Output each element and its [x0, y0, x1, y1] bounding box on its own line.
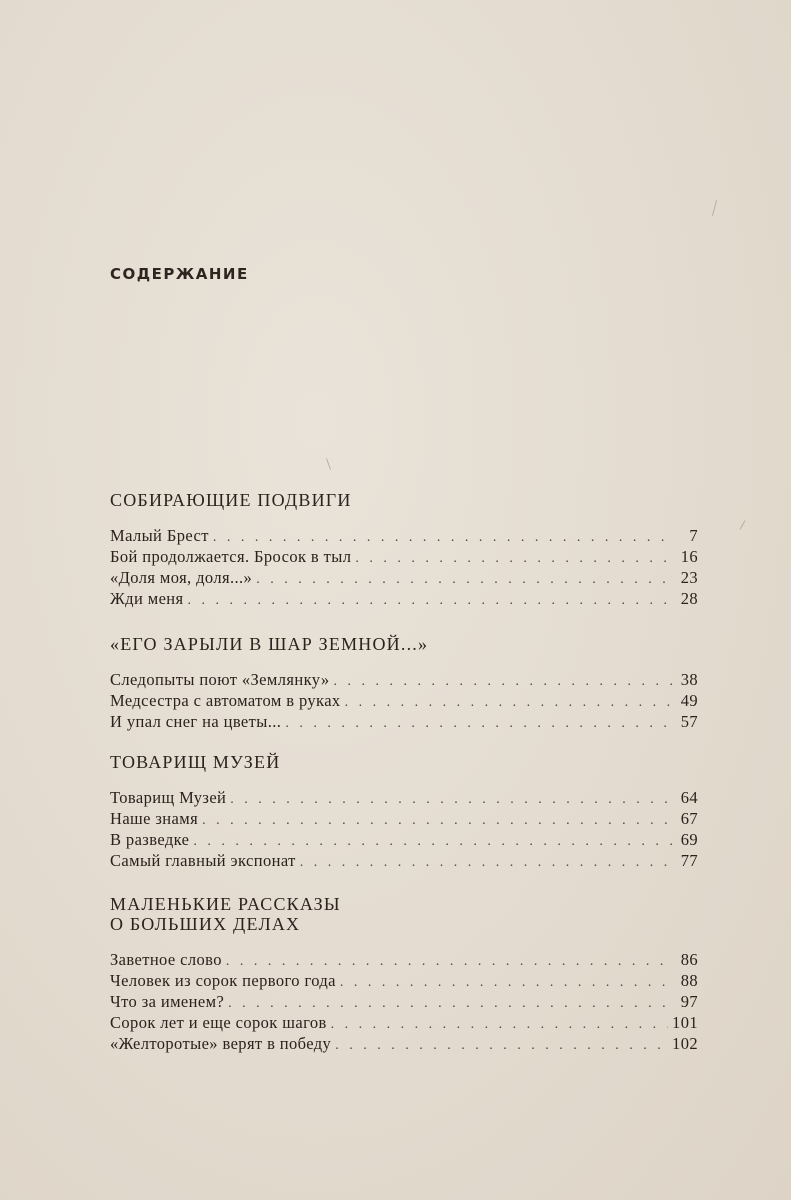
dot-leader [333, 674, 674, 690]
toc-entry-title: Наше знамя [110, 809, 199, 828]
dot-leader [228, 996, 674, 1012]
toc-entry-title: Товарищ Музей [110, 788, 227, 807]
toc-entry-page: 23 [680, 568, 698, 587]
toc-entry-title: Самый главный экспонат [110, 851, 296, 870]
toc-entry-title: В разведке [110, 830, 190, 849]
toc-entry [110, 788, 698, 809]
toc-entry-title: «Доля моя, доля...» [110, 568, 253, 587]
toc-entry-title: Заветное слово [110, 950, 222, 969]
toc-entry-page: 67 [680, 809, 698, 828]
toc-entry [110, 526, 698, 547]
toc-entry [110, 992, 698, 1013]
toc-entry-title: Жди меня [110, 589, 184, 608]
toc-entry-page: 77 [680, 851, 698, 870]
toc-entry-page: 57 [680, 712, 698, 731]
dot-leader [213, 530, 674, 546]
toc-entry [110, 691, 698, 712]
toc-entry-page: 28 [680, 589, 698, 608]
section-heading [110, 634, 698, 654]
toc-section-1 [110, 490, 698, 610]
toc-entry-page: 64 [680, 788, 698, 807]
toc-entry [110, 547, 698, 568]
toc-entry-page: 7 [689, 526, 698, 545]
section-heading-line: О БОЛЬШИХ ДЕЛАХ [110, 914, 301, 934]
toc-entry [110, 950, 698, 971]
toc-entry [110, 712, 698, 733]
toc-section-2 [110, 634, 698, 733]
toc-entry-page: 102 [672, 1034, 698, 1053]
section-heading [110, 752, 698, 772]
toc-entry [110, 1013, 698, 1034]
toc-section-4 [110, 894, 698, 1055]
dot-leader [300, 855, 674, 871]
section-heading [110, 490, 698, 510]
toc-entry [110, 851, 698, 872]
paper-scratch [740, 520, 746, 529]
toc-entry [110, 809, 698, 830]
section-heading-line: «ЕГО ЗАРЫЛИ В ШАР ЗЕМНОЙ...» [110, 634, 429, 654]
dot-leader [345, 695, 674, 711]
toc-entry-title: Сорок лет и еще сорок шагов [110, 1013, 327, 1032]
toc-entry [110, 589, 698, 610]
section-heading-line: ТОВАРИЩ МУЗЕЙ [110, 752, 281, 772]
toc-entry-title: «Желторотые» верят в победу [110, 1034, 332, 1053]
toc-entry-title: Человек из сорок первого года [110, 971, 336, 990]
dot-leader [355, 551, 674, 567]
toc-entry-title: Медсестра с автоматом в руках [110, 691, 341, 710]
section-heading [110, 894, 698, 934]
toc-entry-page: 38 [680, 670, 698, 689]
toc-entry-page: 49 [680, 691, 698, 710]
dot-leader [188, 593, 674, 609]
toc-entry-page: 86 [680, 950, 698, 969]
toc-entry-title: Что за именем? [110, 992, 225, 1011]
dot-leader [331, 1017, 668, 1033]
dot-leader [340, 975, 674, 991]
toc-entry-page: 69 [680, 830, 698, 849]
toc-section-3 [110, 752, 698, 872]
toc-entry [110, 971, 698, 992]
section-heading-line: МАЛЕНЬКИЕ РАССКАЗЫ [110, 894, 341, 914]
page-title: СОДЕРЖАНИЕ [110, 265, 249, 283]
toc-entry-title: Бой продолжается. Бросок в тыл [110, 547, 352, 566]
toc-entry [110, 670, 698, 691]
dot-leader [230, 792, 674, 808]
toc-entry-page: 101 [672, 1013, 698, 1032]
paper-scratch [712, 200, 717, 216]
toc-entry-title: Малый Брест [110, 526, 209, 545]
toc-entry-page: 16 [680, 547, 698, 566]
toc-entry-title: Следопыты поют «Землянку» [110, 670, 330, 689]
dot-leader [226, 954, 674, 970]
dot-leader [285, 716, 674, 732]
dot-leader [193, 834, 674, 850]
toc-entry [110, 1034, 698, 1055]
section-heading-line: СОБИРАЮЩИЕ ПОДВИГИ [110, 490, 352, 510]
dot-leader [202, 813, 674, 829]
toc-entry-page: 97 [680, 992, 698, 1011]
toc-entry [110, 830, 698, 851]
toc-entry-page: 88 [680, 971, 698, 990]
paper-scratch [326, 458, 331, 470]
toc-entry [110, 568, 698, 589]
dot-leader [335, 1038, 668, 1054]
toc-entry-title: И упал снег на цветы... [110, 712, 282, 731]
dot-leader [256, 572, 674, 588]
